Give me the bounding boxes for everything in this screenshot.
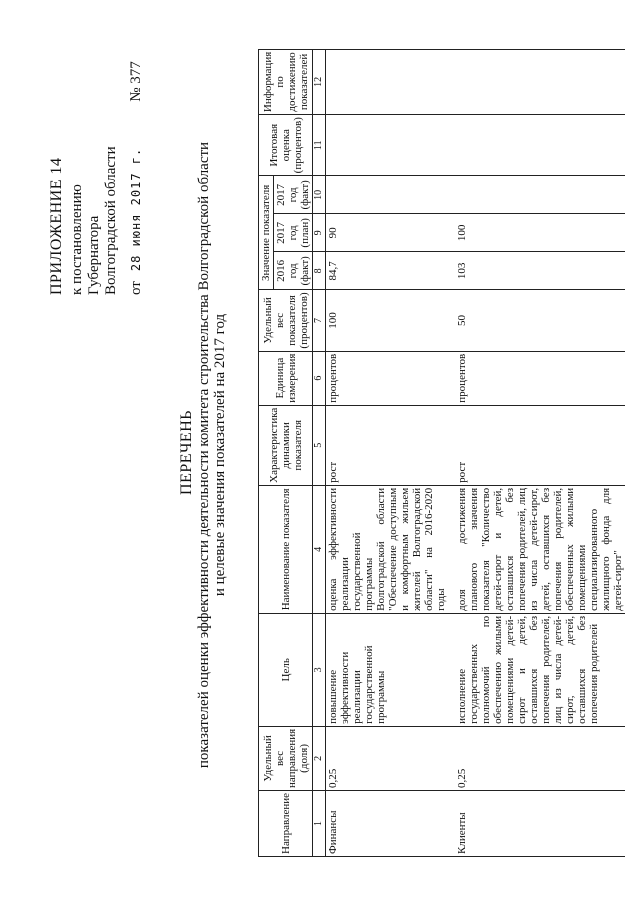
column-number: 3: [313, 613, 326, 726]
date-prefix: от: [128, 281, 144, 295]
row-2016-fact: 84,7: [326, 252, 449, 290]
column-number: 12: [313, 49, 326, 114]
header-dynamics: Характеристика динамики показателя: [259, 405, 313, 485]
header-2017-fact: 2017 год (факт): [274, 176, 313, 214]
subtitle-line-2: и целевые значения показателей на 2017 год: [212, 313, 228, 597]
row-final-score: [326, 115, 449, 176]
row-unit: процентов: [326, 351, 449, 405]
row-2017-plan: 100: [448, 214, 625, 252]
subtitle: [196, 105, 228, 805]
subtitle-line-1: показателей оценки эффективности деятельности комитета строительства Волгоградской области: [196, 141, 212, 769]
header-info: Информация по достижению показателей: [259, 49, 313, 114]
header-2016-fact: 2016 год (факт): [274, 252, 313, 290]
table-row: [326, 49, 449, 856]
row-dynamics: рост: [448, 405, 625, 485]
row-weight-indicator: 100: [326, 290, 449, 351]
column-number: 2: [313, 726, 326, 790]
row-indicator: доля достижения планового значения показателя "Количество детей-сирот и детей, оставшихся без попечения родителей, лиц из числа детей-сирот, детей, оставшихся без попечения родителей, обеспеченных жилыми помещениями специализированного жилищного фонда для детей-сирот": [448, 485, 625, 613]
row-direction: Финансы: [326, 790, 449, 856]
header-weight-direction: Удельный вес направления (доля): [259, 726, 313, 790]
governor-line: Губернатора: [86, 215, 102, 295]
row-dynamics: рост: [326, 405, 449, 485]
row-final-score: [448, 115, 625, 176]
header-values-group: Значение показателя: [259, 176, 274, 290]
column-number: 10: [313, 176, 326, 214]
document-number: № 377: [128, 61, 144, 102]
column-number: 4: [313, 485, 326, 613]
header-direction: Направление: [259, 790, 313, 856]
list-title: ПЕРЕЧЕНЬ: [178, 410, 195, 495]
column-number: 9: [313, 214, 326, 252]
date-line: [128, 61, 145, 295]
header-goal: Цель: [259, 613, 313, 726]
row-info: [326, 49, 449, 114]
date-value: 28 июня 2017 г.: [129, 147, 143, 272]
indicators-table: [258, 49, 625, 857]
column-number: 6: [313, 351, 326, 405]
row-2016-fact: 103: [448, 252, 625, 290]
header-final-score: Итоговая оценка (процентов): [259, 115, 313, 176]
appendix-title: ПРИЛОЖЕНИЕ 14: [48, 157, 65, 295]
row-unit: процентов: [448, 351, 625, 405]
row-direction: Клиенты: [448, 790, 625, 856]
header-unit: Единица измерения: [259, 351, 313, 405]
header-weight-indicator: Удельный вес показателя (процентов): [259, 290, 313, 351]
row-indicator: оценка эффективности реализации государственной программы Волгоградской области "Обеспечение доступным и комфортным жильем жителей Волгоградской области" на 2016-2020 годы: [326, 485, 449, 613]
column-numbers-row: [313, 49, 326, 856]
resolution-line: к постановлению: [69, 184, 85, 295]
row-goal: повышение эффективности реализации государственной программы: [326, 613, 449, 726]
row-2017-fact: [448, 176, 625, 214]
column-number: 5: [313, 405, 326, 485]
appendix-header: [48, 61, 145, 295]
row-2017-plan: 90: [326, 214, 449, 252]
row-info: [448, 49, 625, 114]
column-number: 8: [313, 252, 326, 290]
row-weight: 0,25: [448, 726, 625, 790]
column-number: 7: [313, 290, 326, 351]
table-row: [448, 49, 625, 856]
column-number: 1: [313, 790, 326, 856]
header-2017-plan: 2017 год (план): [274, 214, 313, 252]
header-indicator-name: Наименование показателя: [259, 485, 313, 613]
row-2017-fact: [326, 176, 449, 214]
column-number: 11: [313, 115, 326, 176]
row-goal: исполнение государственных полномочий по обеспечению жилыми помещениями детей-сирот и детей, оставшихся без попечения родителей, лиц из числа детей-сирот, детей, оставшихся без попечения родителей: [448, 613, 625, 726]
row-weight: 0,25: [326, 726, 449, 790]
row-weight-indicator: 50: [448, 290, 625, 351]
region-line: Волгоградской области: [103, 146, 119, 295]
